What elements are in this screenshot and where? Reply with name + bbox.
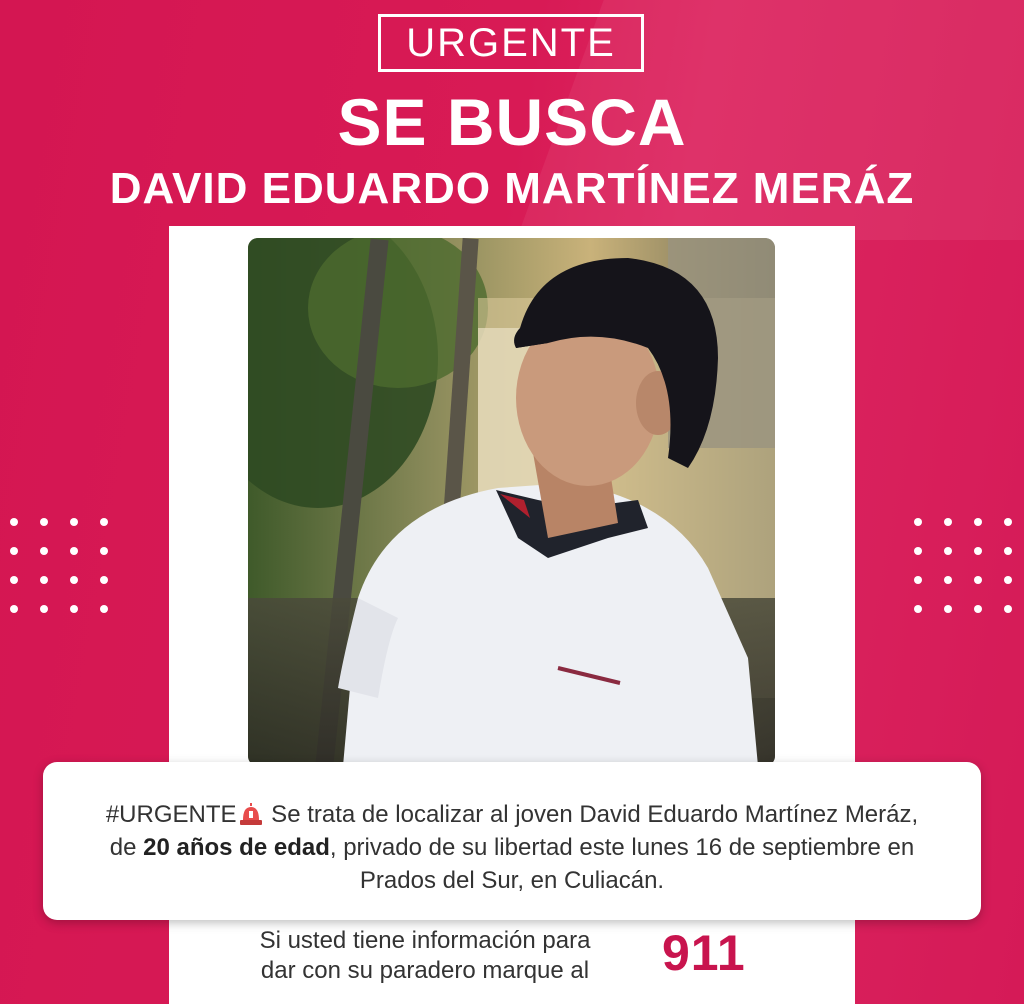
missing-person-photo <box>248 238 775 766</box>
dot-grid-decoration-left <box>2 510 112 618</box>
caption-text-1: Se trata de localizar al joven David Eduardo Martínez Meráz, de <box>109 801 919 861</box>
cta-line-1: Si usted tiene información para <box>259 927 591 954</box>
caption-age: 20 años de edad <box>143 834 330 861</box>
caption-card <box>43 762 981 920</box>
headline: SE BUSCA <box>337 85 687 159</box>
emergency-phone-number: 911 <box>662 925 746 981</box>
caption-text-2: , privado de su libertad este lunes 16 de septiembre en Prados del Sur, en Culiacán. <box>329 834 915 894</box>
cta-text <box>190 926 660 986</box>
cta-line-2: dar con su paradero marque al <box>260 957 590 984</box>
siren-icon <box>239 801 263 823</box>
caption-hashtag: #URGENTE <box>105 801 237 828</box>
person-name: DAVID EDUARDO MARTÍNEZ MERÁZ <box>109 164 915 213</box>
urgente-badge: URGENTE <box>378 14 644 72</box>
dot-grid-decoration-right <box>910 510 1020 618</box>
